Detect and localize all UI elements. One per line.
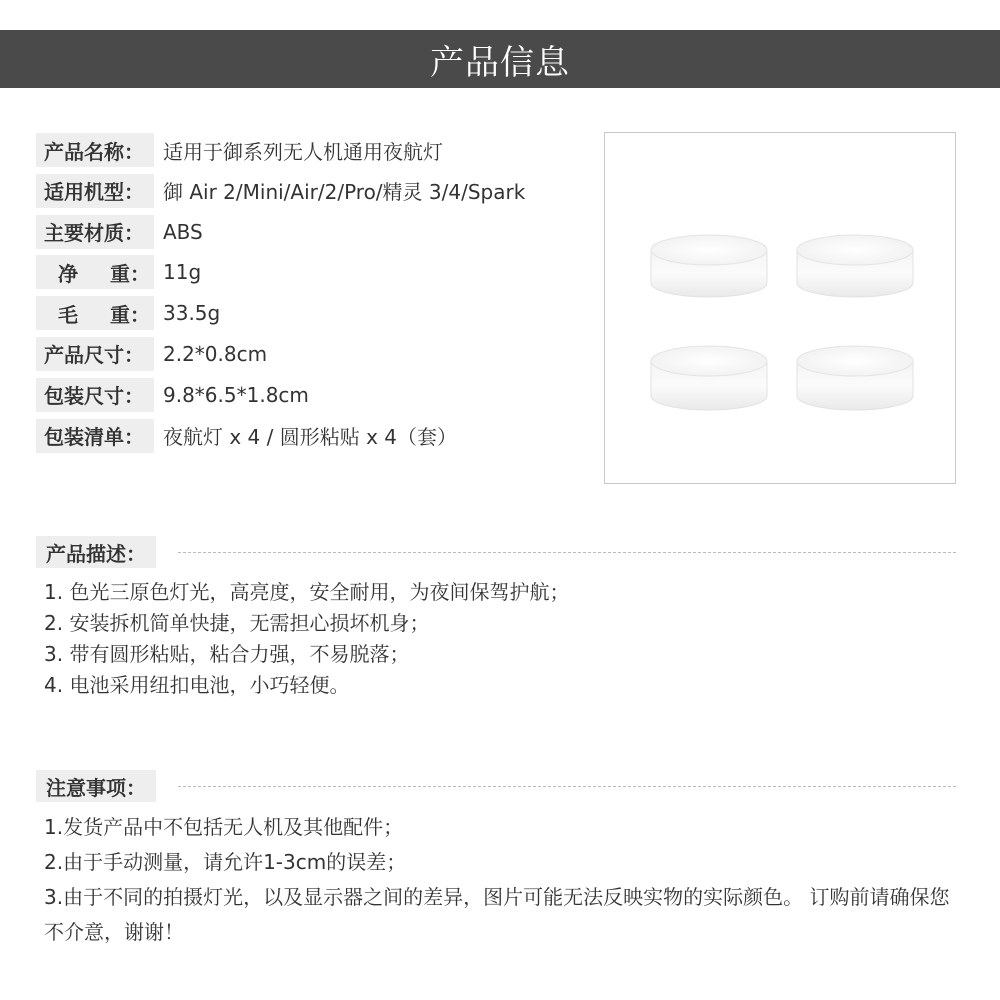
spec-label: 净 重： <box>36 255 154 289</box>
list-item: 1. 色光三原色灯光，高亮度，安全耐用，为夜间保驾护航； <box>44 580 570 604</box>
description-heading: 产品描述： <box>36 536 156 568</box>
puck-top-left <box>651 235 767 297</box>
spec-label: 产品尺寸： <box>36 337 154 371</box>
spec-label: 包装尺寸： <box>36 378 154 412</box>
list-item: 3. 带有圆形粘贴，粘合力强，不易脱落； <box>44 642 410 666</box>
spec-value: 御 Air 2/Mini/Air/2/Pro/精灵 3/4/Spark <box>163 180 526 205</box>
list-item: 4. 电池采用纽扣电池，小巧轻便。 <box>44 673 350 697</box>
spec-row-models <box>36 174 525 208</box>
spec-value: 11g <box>163 260 202 285</box>
description-list <box>44 577 569 701</box>
puck-bottom-left <box>651 346 767 410</box>
list-item: 2. 安装拆机简单快捷，无需担心损坏机身； <box>44 611 430 635</box>
list-item: 1.发货产品中不包括无人机及其他配件； <box>44 815 404 839</box>
list-item: 2.由于手动测量，请允许1-3cm的误差； <box>44 850 407 874</box>
notes-heading: 注意事项： <box>36 770 156 802</box>
spec-value: 适用于御系列无人机通用夜航灯 <box>163 139 443 164</box>
product-photo <box>604 132 956 484</box>
dashed-divider <box>178 786 956 787</box>
spec-label: 包装清单： <box>36 419 154 453</box>
notes-header <box>36 770 956 802</box>
spec-value: 夜航灯 x 4 / 圆形粘贴 x 4（套） <box>163 425 458 450</box>
page-title: 产品信息 <box>430 42 570 83</box>
spec-row-package-size <box>36 378 525 412</box>
spec-label: 适用机型： <box>36 174 154 208</box>
spec-label: 毛 重： <box>36 296 154 330</box>
spec-row-gross-weight <box>36 296 525 330</box>
spec-row-product-size <box>36 337 525 371</box>
spec-table <box>36 133 525 459</box>
puck-top-right <box>797 235 913 297</box>
night-light-pucks-image <box>605 133 955 483</box>
description-header <box>36 536 956 568</box>
spec-value: 33.5g <box>163 301 221 326</box>
puck-bottom-right <box>797 346 913 410</box>
spec-value: ABS <box>163 219 203 244</box>
spec-row-net-weight <box>36 255 525 289</box>
header-banner <box>0 30 1000 88</box>
dashed-divider <box>178 552 956 553</box>
spec-row-package-contents <box>36 419 525 453</box>
spec-row-name <box>36 133 525 167</box>
spec-label: 产品名称： <box>36 133 154 167</box>
spec-label: 主要材质： <box>36 215 154 249</box>
spec-value: 9.8*6.5*1.8cm <box>163 382 309 407</box>
list-item: 3.由于不同的拍摄灯光，以及显示器之间的差异，图片可能无法反映实物的实际颜色。 订购前请确保您不介意，谢谢！ <box>44 885 950 944</box>
spec-row-material <box>36 215 525 249</box>
notes-list <box>44 810 956 950</box>
spec-value: 2.2*0.8cm <box>163 341 268 366</box>
